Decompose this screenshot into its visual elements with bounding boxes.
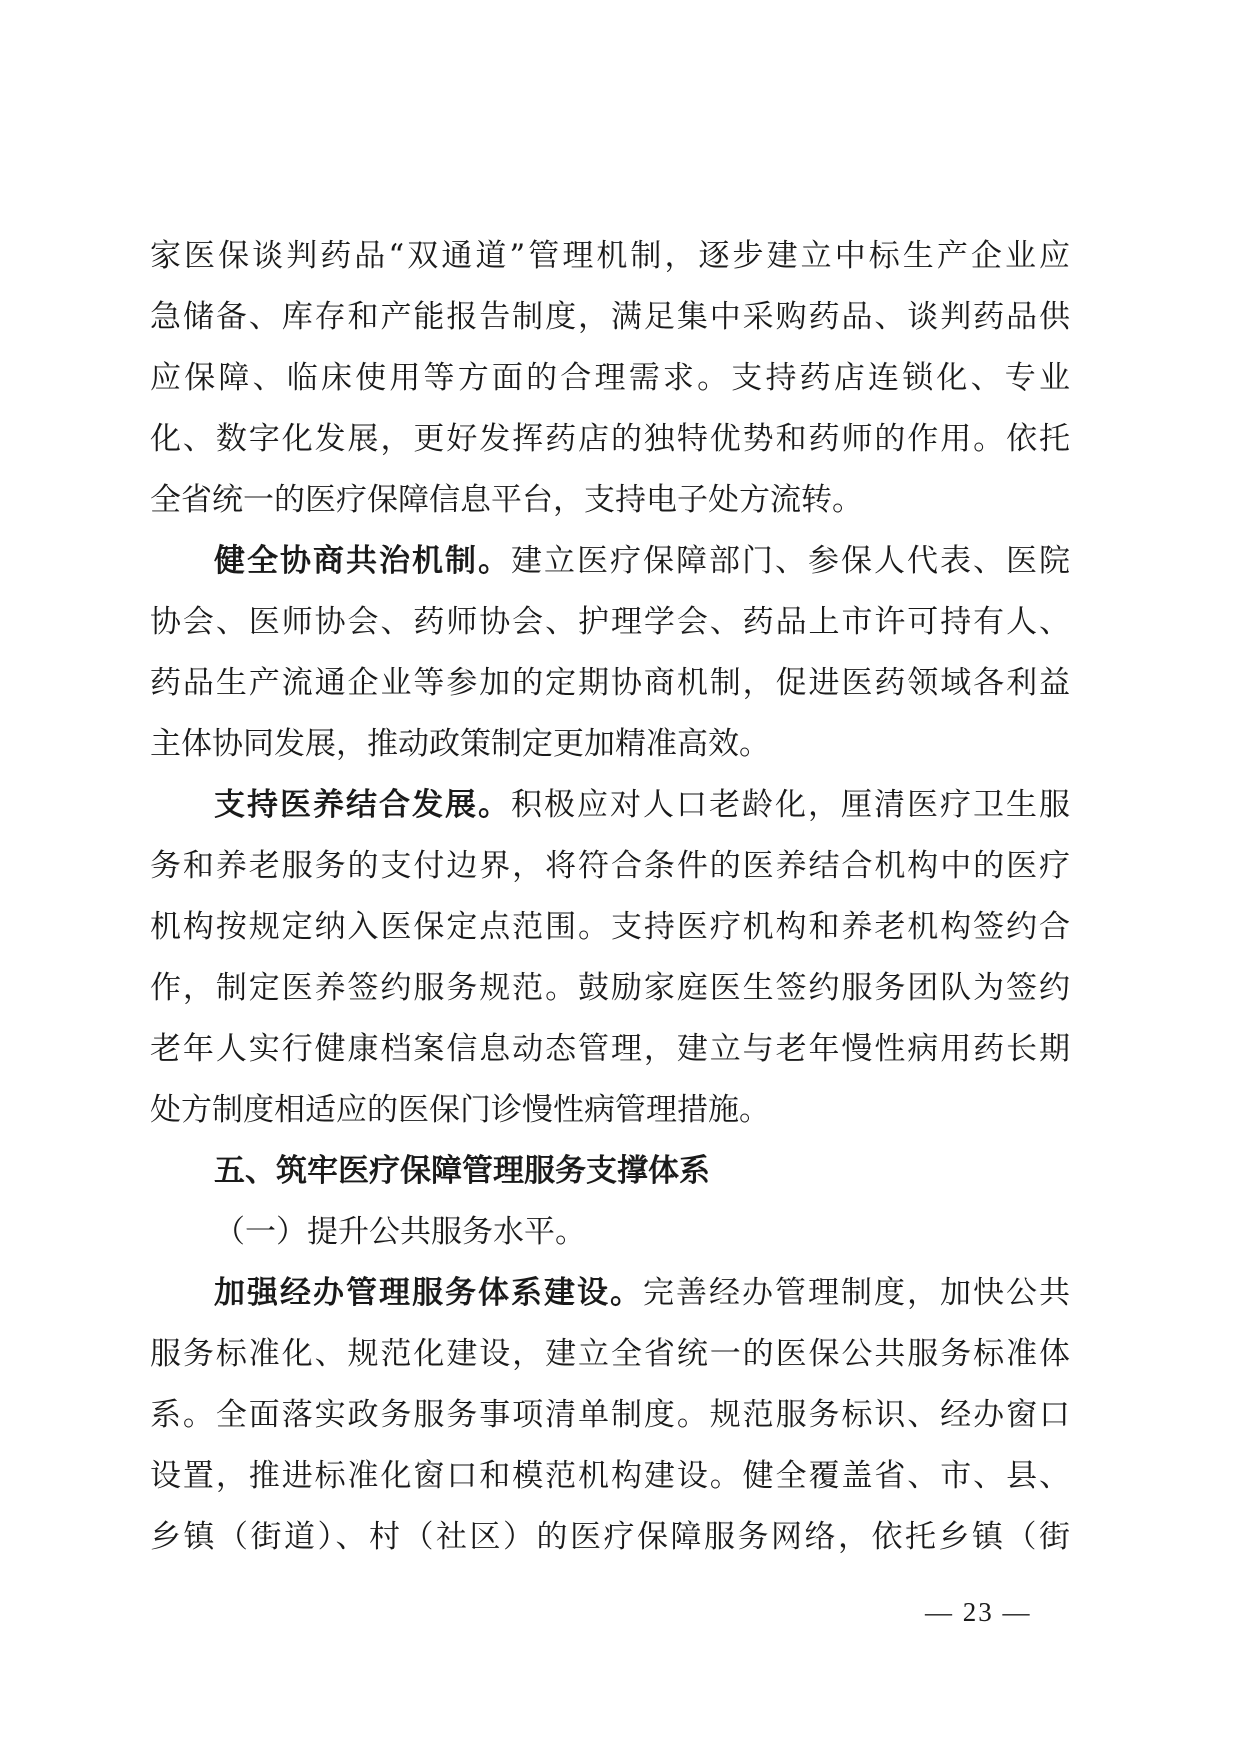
paragraph-1-line-2: 急储备、库存和产能报告制度，满足集中采购药品、谈判药品供	[150, 299, 1070, 335]
paragraph-4-line-3: 系。全面落实政务服务事项清单制度。规范服务标识、经办窗口	[150, 1397, 1070, 1433]
section-heading: 五、筑牢医疗保障管理服务支撑体系	[214, 1153, 710, 1189]
paragraph-2-first-rest: 建立医疗保障部门、参保人代表、医院	[511, 543, 1070, 579]
paragraph-3-line-5: 老年人实行健康档案信息动态管理，建立与老年慢性病用药长期	[150, 1031, 1070, 1067]
paragraph-1-line-4: 化、数字化发展，更好发挥药店的独特优势和药师的作用。依托	[150, 421, 1070, 457]
paragraph-1-line-5: 全省统一的医疗保障信息平台，支持电子处方流转。	[150, 482, 863, 518]
paragraph-3-line-4: 作，制定医养签约服务规范。鼓励家庭医生签约服务团队为签约	[150, 970, 1070, 1006]
paragraph-3-lead: 支持医养结合发展。	[214, 787, 511, 823]
paragraph-3-line-3: 机构按规定纳入医保定点范围。支持医疗机构和养老机构签约合	[150, 909, 1070, 945]
subsection-heading: （一）提升公共服务水平。	[214, 1214, 586, 1250]
paragraph-2-line-2: 协会、医师协会、药师协会、护理学会、药品上市许可持有人、	[150, 604, 1070, 640]
paragraph-2-line-4: 主体协同发展，推动政策制定更加精准高效。	[150, 726, 770, 762]
paragraph-3-first-rest: 积极应对人口老龄化，厘清医疗卫生服	[511, 787, 1070, 823]
paragraph-4-first-rest: 完善经办管理制度，加快公共	[643, 1275, 1070, 1311]
paragraph-4-line-4: 设置，推进标准化窗口和模范机构建设。健全覆盖省、市、县、	[150, 1458, 1070, 1494]
paragraph-3-line-6: 处方制度相适应的医保门诊慢性病管理措施。	[150, 1092, 770, 1128]
paragraph-4-lead: 加强经办管理服务体系建设。	[214, 1275, 643, 1311]
paragraph-2-line-1	[150, 531, 1070, 592]
paragraph-1-line-1: 家医保谈判药品“双通道”管理机制，逐步建立中标生产企业应	[150, 238, 1070, 274]
paragraph-4-line-5: 乡镇（街道）、村（社区）的医疗保障服务网络，依托乡镇（街	[150, 1519, 1070, 1555]
document-body	[150, 226, 1070, 1568]
paragraph-3-line-2: 务和养老服务的支付边界，将符合条件的医养结合机构中的医疗	[150, 848, 1070, 884]
paragraph-1-line-3: 应保障、临床使用等方面的合理需求。支持药店连锁化、专业	[150, 360, 1070, 396]
paragraph-2-lead: 健全协商共治机制。	[214, 543, 511, 579]
page-number: — 23 —	[925, 1597, 1032, 1627]
paragraph-4-line-1	[150, 1263, 1070, 1324]
paragraph-4-line-2: 服务标准化、规范化建设，建立全省统一的医保公共服务标准体	[150, 1336, 1070, 1372]
paragraph-3-line-1	[150, 775, 1070, 836]
paragraph-2-line-3: 药品生产流通企业等参加的定期协商机制，促进医药领域各利益	[150, 665, 1070, 701]
